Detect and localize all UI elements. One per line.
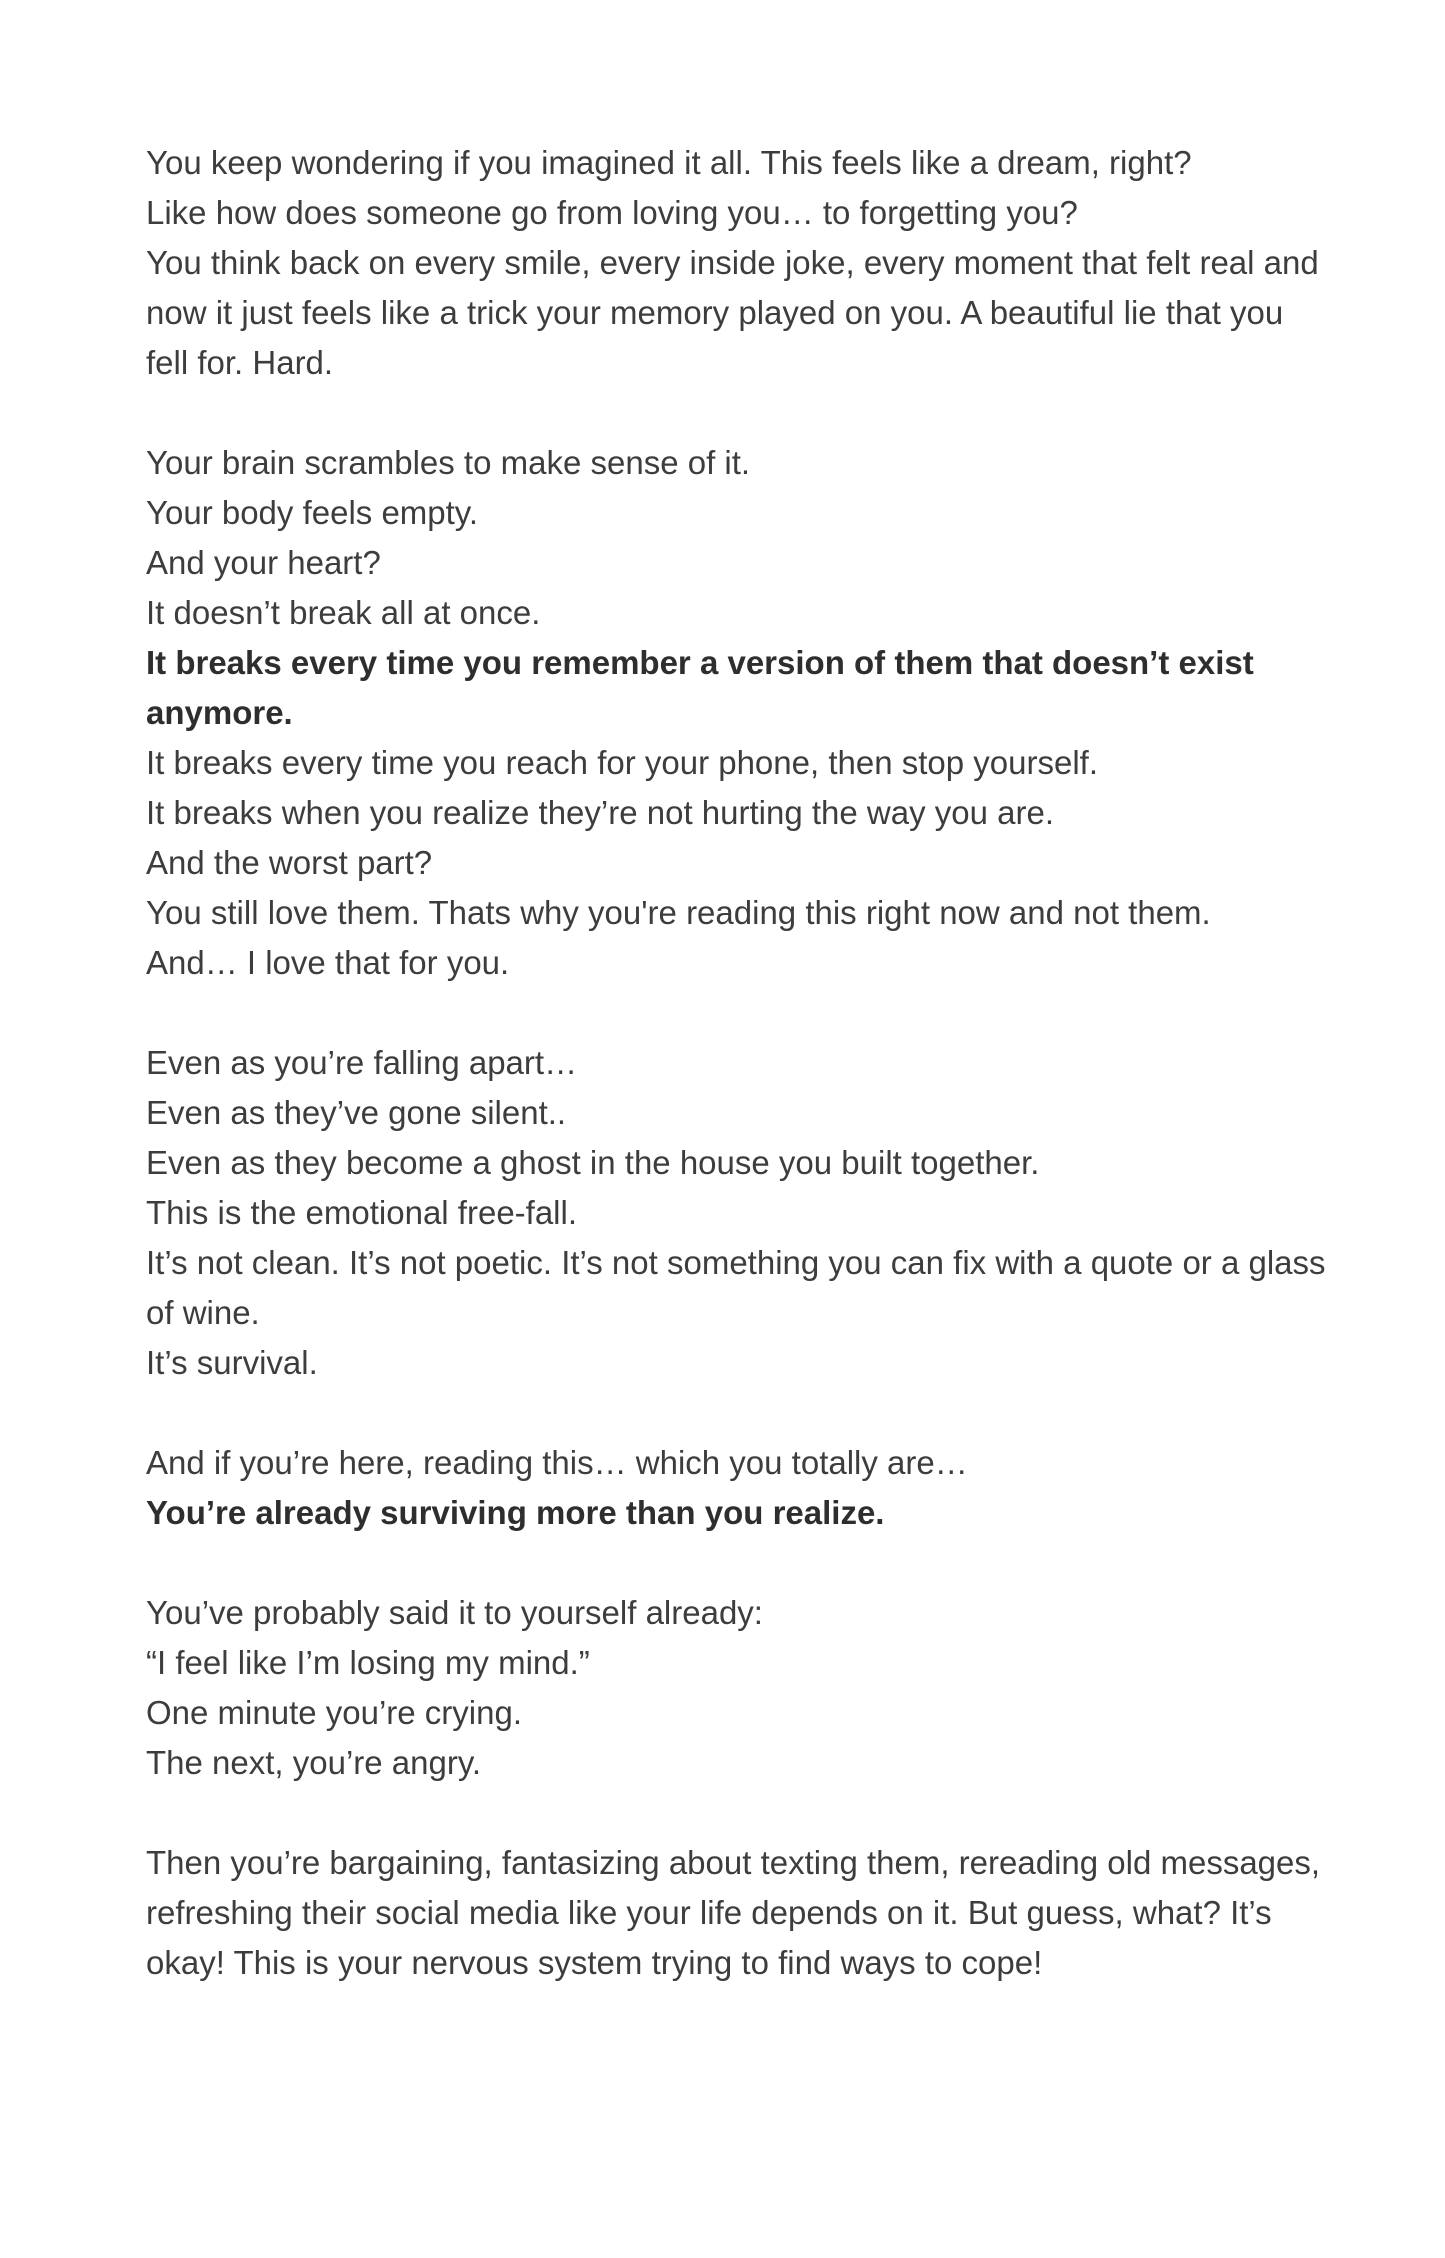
text-line: It breaks when you realize they’re not hurting the way you are. — [146, 794, 1054, 831]
text-line: You still love them. Thats why you're reading this right now and not them. — [146, 894, 1211, 931]
paragraph-gap — [146, 388, 1326, 438]
text-line: One minute you’re crying. — [146, 1694, 523, 1731]
bold-text-line: It breaks every time you remember a version of them that doesn’t exist anymore. — [146, 644, 1254, 731]
text-line: Your brain scrambles to make sense of it. — [146, 444, 751, 481]
paragraph — [146, 1438, 1326, 1538]
text-line: You keep wondering if you imagined it all. This feels like a dream, right? — [146, 144, 1192, 181]
text-line: Then you’re bargaining, fantasizing about texting them, rereading old messages, refreshing their social media like your life depends on it. But guess, what? It’s okay! This is your nervous system trying to find ways to cope! — [146, 1844, 1321, 1981]
text-line: It’s not clean. It’s not poetic. It’s not something you can fix with a quote or a glass of wine. — [146, 1244, 1326, 1331]
paragraph — [146, 138, 1326, 388]
text-line: “I feel like I’m losing my mind.” — [146, 1644, 590, 1681]
text-line: You think back on every smile, every inside joke, every moment that felt real and now it just feels like a trick your memory played on you. A beautiful lie that you fell for. Hard. — [146, 244, 1319, 381]
paragraph — [146, 1838, 1326, 1988]
text-line: It’s survival. — [146, 1344, 318, 1381]
text-line: It breaks every time you reach for your phone, then stop yourself. — [146, 744, 1098, 781]
paragraph-gap — [146, 988, 1326, 1038]
text-line: And the worst part? — [146, 844, 433, 881]
text-line: It doesn’t break all at once. — [146, 594, 541, 631]
paragraph — [146, 438, 1326, 988]
paragraph-gap — [146, 1388, 1326, 1438]
paragraph-gap — [146, 1788, 1326, 1838]
text-line: You’ve probably said it to yourself already: — [146, 1594, 763, 1631]
text-line: And… I love that for you. — [146, 944, 510, 981]
document-body — [146, 138, 1326, 1988]
text-line: Even as they become a ghost in the house you built together. — [146, 1144, 1040, 1181]
text-line: This is the emotional free-fall. — [146, 1194, 578, 1231]
paragraph-gap — [146, 1538, 1326, 1588]
paragraph — [146, 1038, 1326, 1388]
text-line: Your body feels empty. — [146, 494, 479, 531]
bold-text-line: You’re already surviving more than you realize. — [146, 1494, 885, 1531]
text-line: And your heart? — [146, 544, 381, 581]
text-line: Even as they’ve gone silent.. — [146, 1094, 567, 1131]
text-line: Like how does someone go from loving you… to forgetting you? — [146, 194, 1078, 231]
text-line: Even as you’re falling apart… — [146, 1044, 578, 1081]
text-line: The next, you’re angry. — [146, 1744, 482, 1781]
paragraph — [146, 1588, 1326, 1788]
text-line: And if you’re here, reading this… which you totally are… — [146, 1444, 968, 1481]
